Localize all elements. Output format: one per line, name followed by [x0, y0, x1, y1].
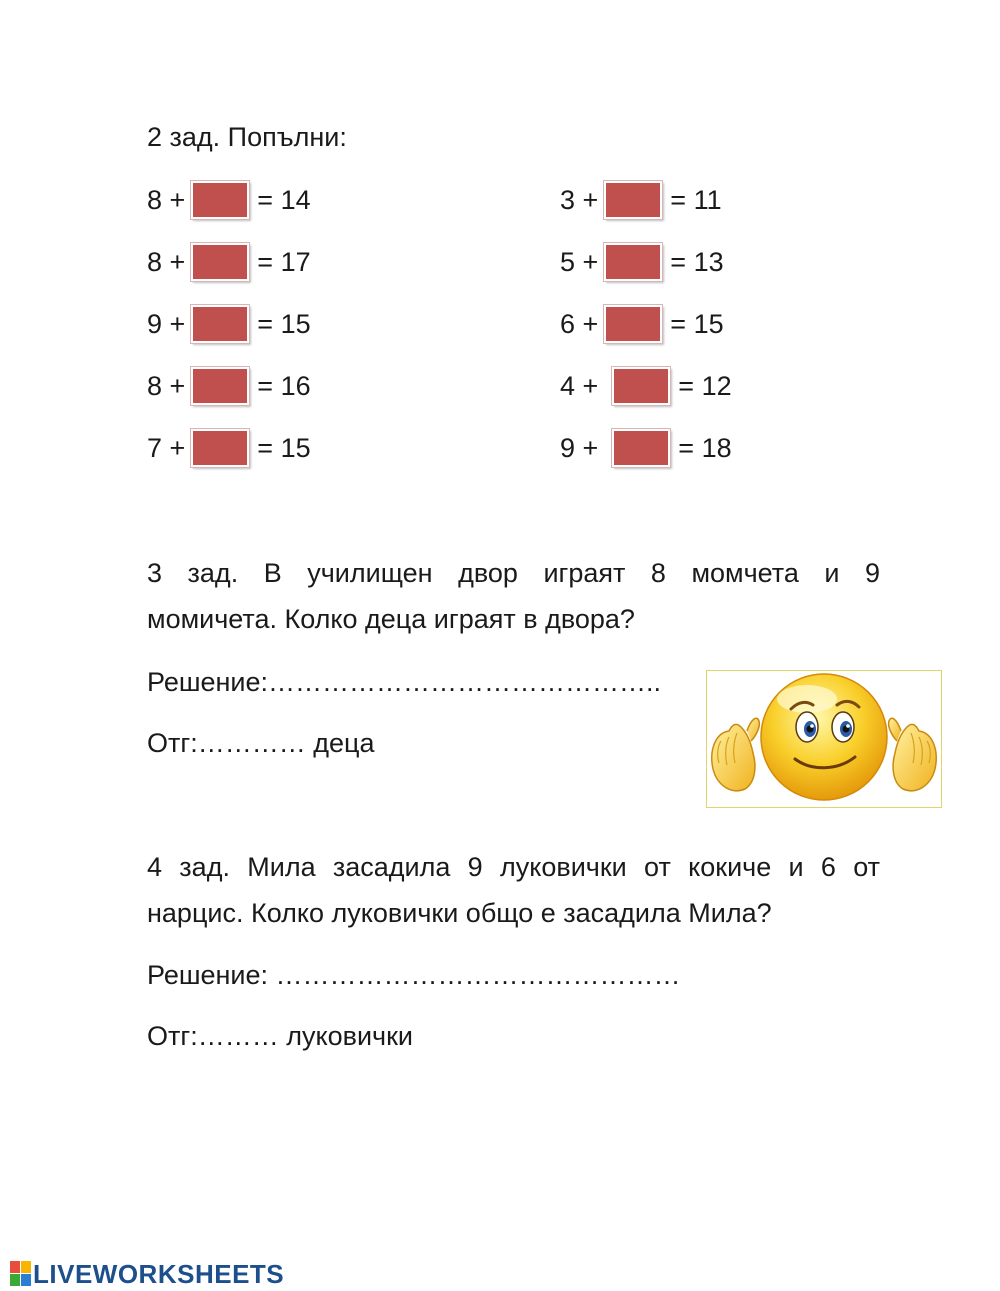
equation-term: 6 + — [560, 309, 599, 339]
answer-blank[interactable] — [191, 181, 249, 219]
left-hand-icon — [712, 718, 760, 791]
task3-problem — [147, 550, 880, 642]
task4-problem — [147, 844, 880, 936]
task4-solution: Решение: ……………………………………… — [147, 960, 681, 990]
equation-left-3 — [147, 304, 311, 344]
equation-left-2 — [147, 242, 311, 282]
equation-right-5 — [560, 428, 732, 468]
equation-left-1 — [147, 180, 311, 220]
equation-term: 8 + — [147, 247, 186, 277]
right-hand-icon — [889, 718, 937, 791]
equation-result: = 18 — [678, 433, 732, 463]
answer-blank[interactable] — [604, 243, 662, 281]
equation-right-2 — [560, 242, 724, 282]
answer-blank[interactable] — [604, 305, 662, 343]
answer-blank[interactable] — [604, 181, 662, 219]
task3-answer: Отг:………… деца — [147, 728, 375, 758]
equation-term: 8 + — [147, 371, 186, 401]
equation-term: 9 + — [147, 309, 186, 339]
equation-result: = 12 — [678, 371, 732, 401]
liveworksheets-logo — [10, 1260, 284, 1288]
task3-line-1: 3 зад. В училищен двор играят 8 момчета и 9 — [147, 558, 880, 588]
answer-blank[interactable] — [612, 367, 670, 405]
liveworksheets-logo-icon — [10, 1261, 32, 1287]
task4-line-2: нарцис. Колко луковички общо е засадила Мила? — [147, 898, 772, 928]
equation-term: 3 + — [560, 185, 599, 215]
equation-right-1 — [560, 180, 722, 220]
answer-blank[interactable] — [191, 243, 249, 281]
task3-line-2: момичета. Колко деца играят в двора? — [147, 604, 635, 634]
answer-blank[interactable] — [612, 429, 670, 467]
equation-result: = 17 — [257, 247, 311, 277]
logo-text: LIVEWORKSHEETS — [33, 1258, 285, 1289]
equation-term: 7 + — [147, 433, 186, 463]
answer-blank[interactable] — [191, 305, 249, 343]
task4-line-1: 4 зад. Мила засадила 9 луковички от кокиче и 6 от — [147, 852, 880, 882]
equation-term: 4 + — [560, 371, 599, 401]
equation-result: = 16 — [257, 371, 311, 401]
task3-solution: Решение:…………………………………….. — [147, 667, 662, 697]
answer-blank[interactable] — [191, 429, 249, 467]
shrug-emoji-image — [706, 670, 942, 808]
equation-term: 5 + — [560, 247, 599, 277]
equation-left-5 — [147, 428, 311, 468]
equation-term: 8 + — [147, 185, 186, 215]
equation-right-4 — [560, 366, 732, 406]
equation-right-3 — [560, 304, 724, 344]
answer-blank[interactable] — [191, 367, 249, 405]
equation-result: = 15 — [257, 433, 311, 463]
equation-result: = 15 — [257, 309, 311, 339]
equation-left-4 — [147, 366, 311, 406]
equation-result: = 11 — [670, 185, 722, 215]
task2-title: 2 зад. Попълни: — [147, 122, 347, 152]
task4-answer: Отг:……… луковички — [147, 1021, 413, 1051]
equation-term: 9 + — [560, 433, 599, 463]
equation-result: = 15 — [670, 309, 724, 339]
equation-result: = 14 — [257, 185, 311, 215]
equation-result: = 13 — [670, 247, 724, 277]
